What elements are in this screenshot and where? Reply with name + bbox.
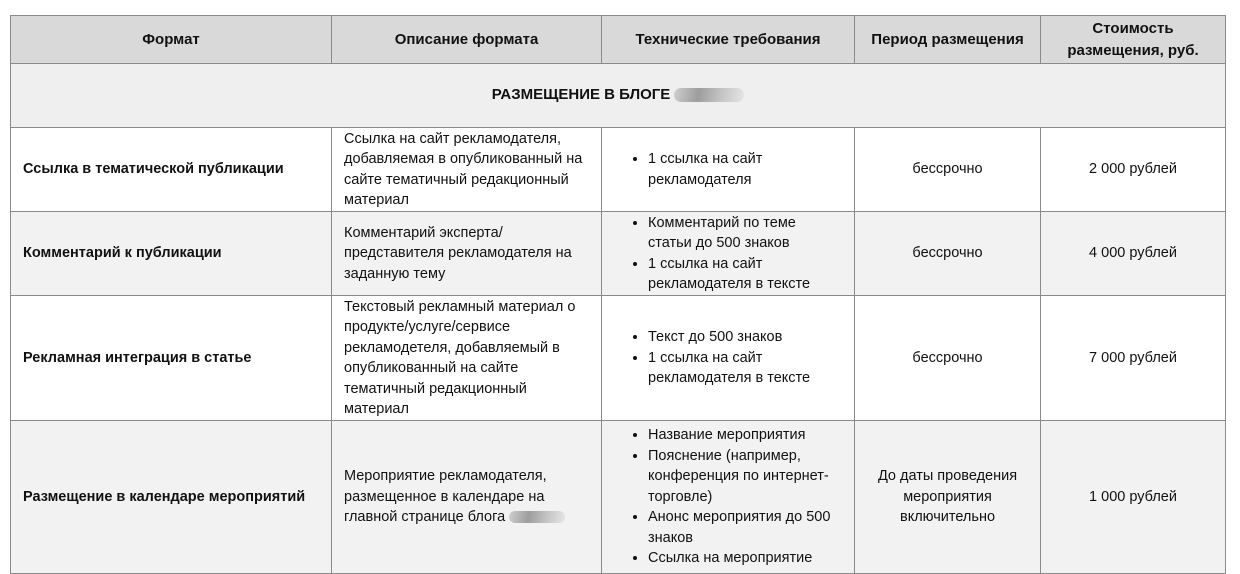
requirements-list (614, 213, 842, 295)
requirement-item: • Название мероприятия (648, 425, 842, 446)
table-row (11, 296, 1226, 421)
header-cost: Стоимость размещения, руб. (1041, 16, 1226, 64)
requirements-list (614, 149, 842, 190)
section-cell (11, 64, 1226, 128)
format-cell: Размещение в календаре мероприятий (11, 421, 332, 574)
description-cell: Текстовый рекламный материал о продукте/услуге/сервисе рекламодетеля, добавляемый в опубликованный на сайте тематичный редакционный материал (332, 296, 602, 421)
period-cell: бессрочно (855, 296, 1041, 421)
requirements-list (614, 425, 842, 569)
requirement-item: • Комментарий по теме статьи до 500 знаков (648, 213, 842, 254)
description-cell (332, 421, 602, 574)
cost-cell: 1 000 рублей (1041, 421, 1226, 574)
pricing-table (10, 15, 1226, 574)
header-description: Описание формата (332, 16, 602, 64)
requirements-cell (602, 296, 855, 421)
table-row (11, 128, 1226, 212)
description-cell: Комментарий эксперта/представителя рекламодателя на заданную тему (332, 212, 602, 296)
table-row (11, 421, 1226, 574)
header-format: Формат (11, 16, 332, 64)
format-cell: Комментарий к публикации (11, 212, 332, 296)
header-period: Период размещения (855, 16, 1041, 64)
requirements-list (614, 327, 842, 389)
requirement-item: • 1 ссылка на сайт рекламодателя в тексте (648, 348, 842, 389)
format-cell: Ссылка в тематической публикации (11, 128, 332, 212)
requirement-item: • Анонс мероприятия до 500 знаков (648, 507, 842, 548)
requirements-cell (602, 421, 855, 574)
table-header-row (11, 16, 1226, 64)
section-row (11, 64, 1226, 128)
description-text: Мероприятие рекламодателя, размещенное в календаре на главной странице блога (344, 468, 547, 526)
requirement-item: • Ссылка на мероприятие (648, 548, 842, 569)
header-requirements: Технические требования (602, 16, 855, 64)
period-cell: бессрочно (855, 212, 1041, 296)
description-cell: Ссылка на сайт рекламодателя, добавляемая в опубликованный на сайте тематичный редакционный материал (332, 128, 602, 212)
period-cell: бессрочно (855, 128, 1041, 212)
cost-cell: 7 000 рублей (1041, 296, 1226, 421)
requirement-item: • Пояснение (например, конференция по интернет-торговле) (648, 446, 842, 508)
redacted-blog-name (674, 88, 744, 102)
requirement-item: • 1 ссылка на сайт рекламодателя (648, 149, 842, 190)
requirements-cell (602, 128, 855, 212)
section-title: РАЗМЕЩЕНИЕ В БЛОГЕ (491, 86, 671, 104)
table-row (11, 212, 1226, 296)
requirement-item: • Текст до 500 знаков (648, 327, 842, 348)
redacted-blog-name (509, 511, 565, 523)
cost-cell: 2 000 рублей (1041, 128, 1226, 212)
format-cell: Рекламная интеграция в статье (11, 296, 332, 421)
period-cell: До даты проведения мероприятия включительно (855, 421, 1041, 574)
requirement-item: • 1 ссылка на сайт рекламодателя в тексте (648, 254, 842, 295)
requirements-cell (602, 212, 855, 296)
cost-cell: 4 000 рублей (1041, 212, 1226, 296)
